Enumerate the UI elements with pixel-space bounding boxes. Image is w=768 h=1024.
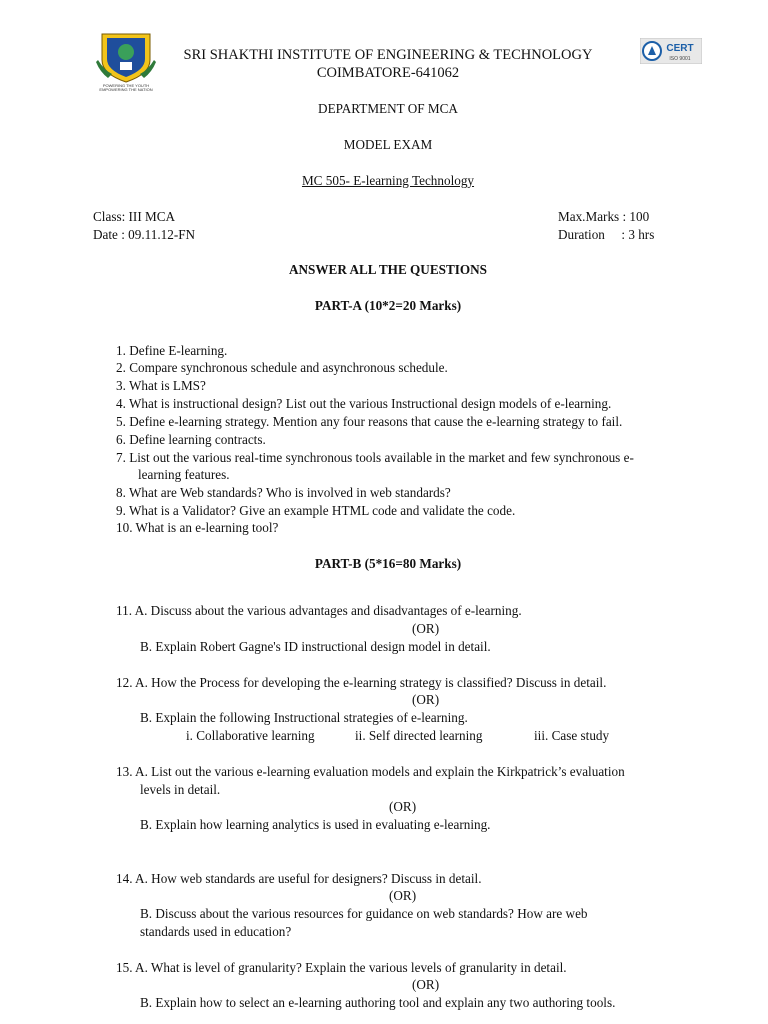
part-a-question: 3. What is LMS? [116, 378, 206, 393]
max-marks: Max.Marks : 100 [558, 209, 650, 224]
cert-text: CERT [666, 43, 694, 54]
part-a-question: 1. Define E-learning. [116, 343, 228, 358]
institute-city: COIMBATORE-641062 [316, 65, 460, 81]
q11b: B. Explain Robert Gagne's ID instructional design model in detail. [140, 639, 491, 654]
logo-caption-2: EMPOWERING THE NATION [99, 87, 153, 92]
part-a-question: 6. Define learning contracts. [116, 432, 266, 447]
instructions-heading: ANSWER ALL THE QUESTIONS [288, 262, 487, 277]
q12a: 12. A. How the Process for developing the e-learning strategy is classified? Discuss in detail. [116, 675, 607, 690]
date-info: Date : 09.11.12-FN [93, 227, 196, 242]
part-a-question: 8. What are Web standards? Who is involved in web standards? [116, 485, 451, 500]
q15a: 15. A. What is level of granularity? Explain the various levels of granularity in detail. [116, 960, 567, 975]
class-info: Class: III MCA [93, 209, 176, 224]
part-a-question-cont: learning features. [138, 467, 230, 482]
q12b-item-i: i. Collaborative learning [186, 728, 315, 743]
q14b-cont: standards used in education? [140, 924, 292, 939]
certification-logo [640, 38, 702, 64]
or-separator: (OR) [412, 621, 440, 636]
part-a-question: 2. Compare synchronous schedule and asynchronous schedule. [116, 360, 448, 375]
course-title: MC 505- E-learning Technology [301, 173, 475, 188]
q12b: B. Explain the following Instructional strategies of e-learning. [140, 710, 468, 725]
cert-subtext: ISO 9001 [669, 56, 691, 62]
part-b-heading: PART-B (5*16=80 Marks) [314, 556, 462, 571]
q14a: 14. A. How web standards are useful for designers? Discuss in detail. [116, 871, 482, 886]
part-a-heading: PART-A (10*2=20 Marks) [314, 298, 462, 313]
logo-caption-1: POWERING THE YOUTH [102, 83, 150, 88]
department: DEPARTMENT OF MCA [318, 101, 458, 116]
part-a-question: 9. What is a Validator? Give an example HTML code and validate the code. [116, 503, 516, 518]
q13b: B. Explain how learning analytics is used in evaluating e-learning. [140, 817, 491, 832]
part-a-question: 10. What is an e-learning tool? [116, 520, 279, 535]
q15b: B. Explain how to select an e-learning authoring tool and explain any two authoring tools. [140, 995, 616, 1010]
q12b-item-iii: iii. Case study [534, 728, 610, 743]
institute-name: SRI SHAKTHI INSTITUTE OF ENGINEERING & TECHNOLOGY [183, 47, 593, 63]
exam-title: MODEL EXAM [343, 137, 433, 152]
part-a-question: 5. Define e-learning strategy. Mention any four reasons that cause the e-learning strategy to fail. [116, 414, 623, 429]
q12b-item-ii: ii. Self directed learning [355, 728, 483, 743]
or-separator: (OR) [389, 888, 417, 903]
or-separator: (OR) [412, 977, 440, 992]
institute-logo [94, 30, 158, 92]
or-separator: (OR) [389, 799, 417, 814]
duration: Duration : 3 hrs [558, 227, 655, 242]
part-a-question: 7. List out the various real-time synchronous tools available in the market and few synchronous e- [116, 450, 634, 465]
q13a: 13. A. List out the various e-learning evaluation models and explain the Kirkpatrick’s evaluation [116, 764, 625, 779]
part-a-question: 4. What is instructional design? List out the various Instructional design models of e-learning. [116, 396, 612, 411]
q14b: B. Discuss about the various resources for guidance on web standards? How are web [140, 906, 588, 921]
q11a: 11. A. Discuss about the various advantages and disadvantages of e-learning. [116, 603, 522, 618]
or-separator: (OR) [412, 692, 440, 707]
q13a-cont: levels in detail. [140, 782, 221, 797]
